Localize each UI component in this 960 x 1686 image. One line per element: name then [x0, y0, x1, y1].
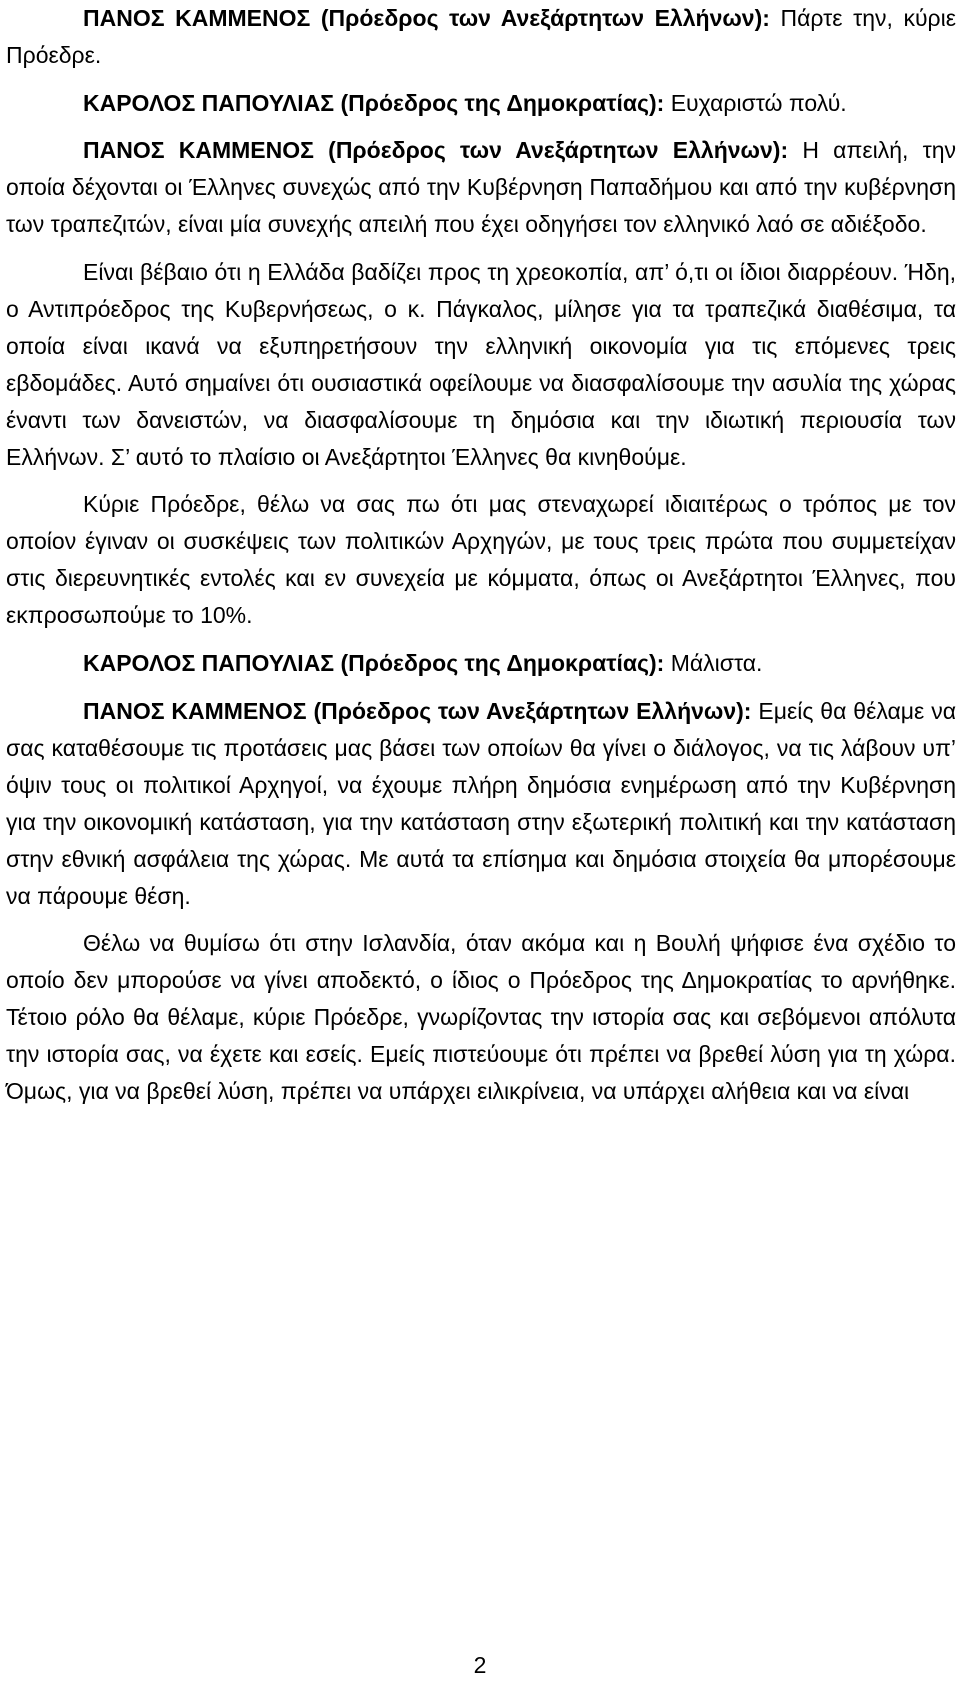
speaker-name: ΚΑΡΟΛΟΣ ΠΑΠΟΥΛΙΑΣ (Πρόεδρος της Δημοκρατίας): — [83, 89, 665, 116]
speaker-name: ΚΑΡΟΛΟΣ ΠΑΠΟΥΛΙΑΣ (Πρόεδρος της Δημοκρατίας): — [83, 649, 665, 676]
paragraph — [6, 85, 956, 122]
paragraph — [6, 693, 956, 915]
paragraph-text: Κύριε Πρόεδρε, θέλω να σας πω ότι μας στεναχωρεί ιδιαιτέρως ο τρόπος με τον οποίον έγιναν οι συσκέψεις των πολιτικών Αρχηγών, με τους τρεις πρώτα που συμμετείχαν στις διερευνητικές εντολές και εν συνεχεία με κόμματα, όπως οι Ανεξάρτητοι Έλληνες, που εκπροσωπούμε το 10%. — [6, 491, 956, 629]
paragraph-text: Θέλω να θυμίσω ότι στην Ισλανδία, όταν ακόμα και η Βουλή ψήφισε ένα σχέδιο το οποίο δεν μπορούσε να γίνει αποδεκτό, ο ίδιος ο Πρόεδρος της Δημοκρατίας το αρνήθηκε. Τέτοιο ρόλο θα θέλαμε, κύριε Πρόεδρε, γνωρίζοντας την ιστορία σας και σεβόμενοι απόλυτα την ιστορία σας, να έχετε και εσείς. Εμείς πιστεύουμε ότι πρέπει να βρεθεί λύση για τη χώρα. Όμως, για να βρεθεί λύση, πρέπει να υπάρχει ειλικρίνεια, να υπάρχει αλήθεια και να είναι — [6, 930, 956, 1105]
page-number: 2 — [473, 1652, 487, 1678]
speaker-name: ΠΑΝΟΣ ΚΑΜΜΕΝΟΣ (Πρόεδρος των Ανεξάρτητων Ελλήνων): — [83, 137, 789, 164]
paragraph — [6, 132, 956, 243]
paragraph — [6, 645, 956, 682]
paragraph-text: Η απειλή, την οποία δέχονται οι Έλληνες συνεχώς από την Κυβέρνηση Παπαδήμου και από την κυβέρνηση των τραπεζιτών, είναι μία συνεχής απειλή που έχει οδηγήσει τον ελληνικό λαό σε αδιέξοδο. — [6, 137, 956, 238]
paragraph — [6, 254, 956, 476]
paragraph-text: Μάλιστα. — [664, 649, 763, 676]
paragraph — [6, 925, 956, 1110]
paragraph-text: Ευχαριστώ πολύ. — [664, 89, 847, 116]
paragraph-text: Είναι βέβαιο ότι η Ελλάδα βαδίζει προς τη χρεοκοπία, απ’ ό,τι οι ίδιοι διαρρέουν. Ήδη, ο Αντιπρόεδρος της Κυβερνήσεως, ο κ. Πάγκαλος, μίλησε για τα τραπεζικά διαθέσιμα, τα οποία είναι ικανά να εξυπηρετήσουν την ελληνική οικονομία για τις επόμενες τρεις εβδομάδες. Αυτό σημαίνει ότι ουσιαστικά οφείλουμε να διασφαλίσουμε την ασυλία της χώρας έναντι των δανειστών, να διασφαλίσουμε τη δημόσια και την ιδιωτική περιουσία των Ελλήνων. Σ’ αυτό το πλαίσιο οι Ανεξάρτητοι Έλληνες θα κινηθούμε. — [6, 258, 956, 470]
paragraph-text: Εμείς θα θέλαμε να σας καταθέσουμε τις προτάσεις μας βάσει των οποίων θα γίνει ο διάλογος, να τις λάβουν υπ’ όψιν τους οι πολιτικοί Αρχηγοί, να έχουμε πλήρη δημόσια ενημέρωση από την Κυβέρνηση για την οικονομική κατάσταση, για την κατάσταση στην εξωτερική πολιτική και την κατάσταση στην εθνική ασφάλεια της χώρας. Με αυτά τα επίσημα και δημόσια στοιχεία θα μπορέσουμε να πάρουμε θέση. — [6, 697, 956, 909]
speaker-name: ΠΑΝΟΣ ΚΑΜΜΕΝΟΣ (Πρόεδρος των Ανεξάρτητων Ελλήνων): — [83, 697, 752, 724]
paragraph — [6, 0, 956, 74]
speaker-name: ΠΑΝΟΣ ΚΑΜΜΕΝΟΣ (Πρόεδρος των Ανεξάρτητων Ελλήνων): — [83, 5, 770, 31]
paragraph-text: Πάρτε την, κύριε Πρόεδρε. — [6, 5, 956, 68]
paragraph — [6, 486, 956, 634]
document-page — [6, 0, 956, 1121]
